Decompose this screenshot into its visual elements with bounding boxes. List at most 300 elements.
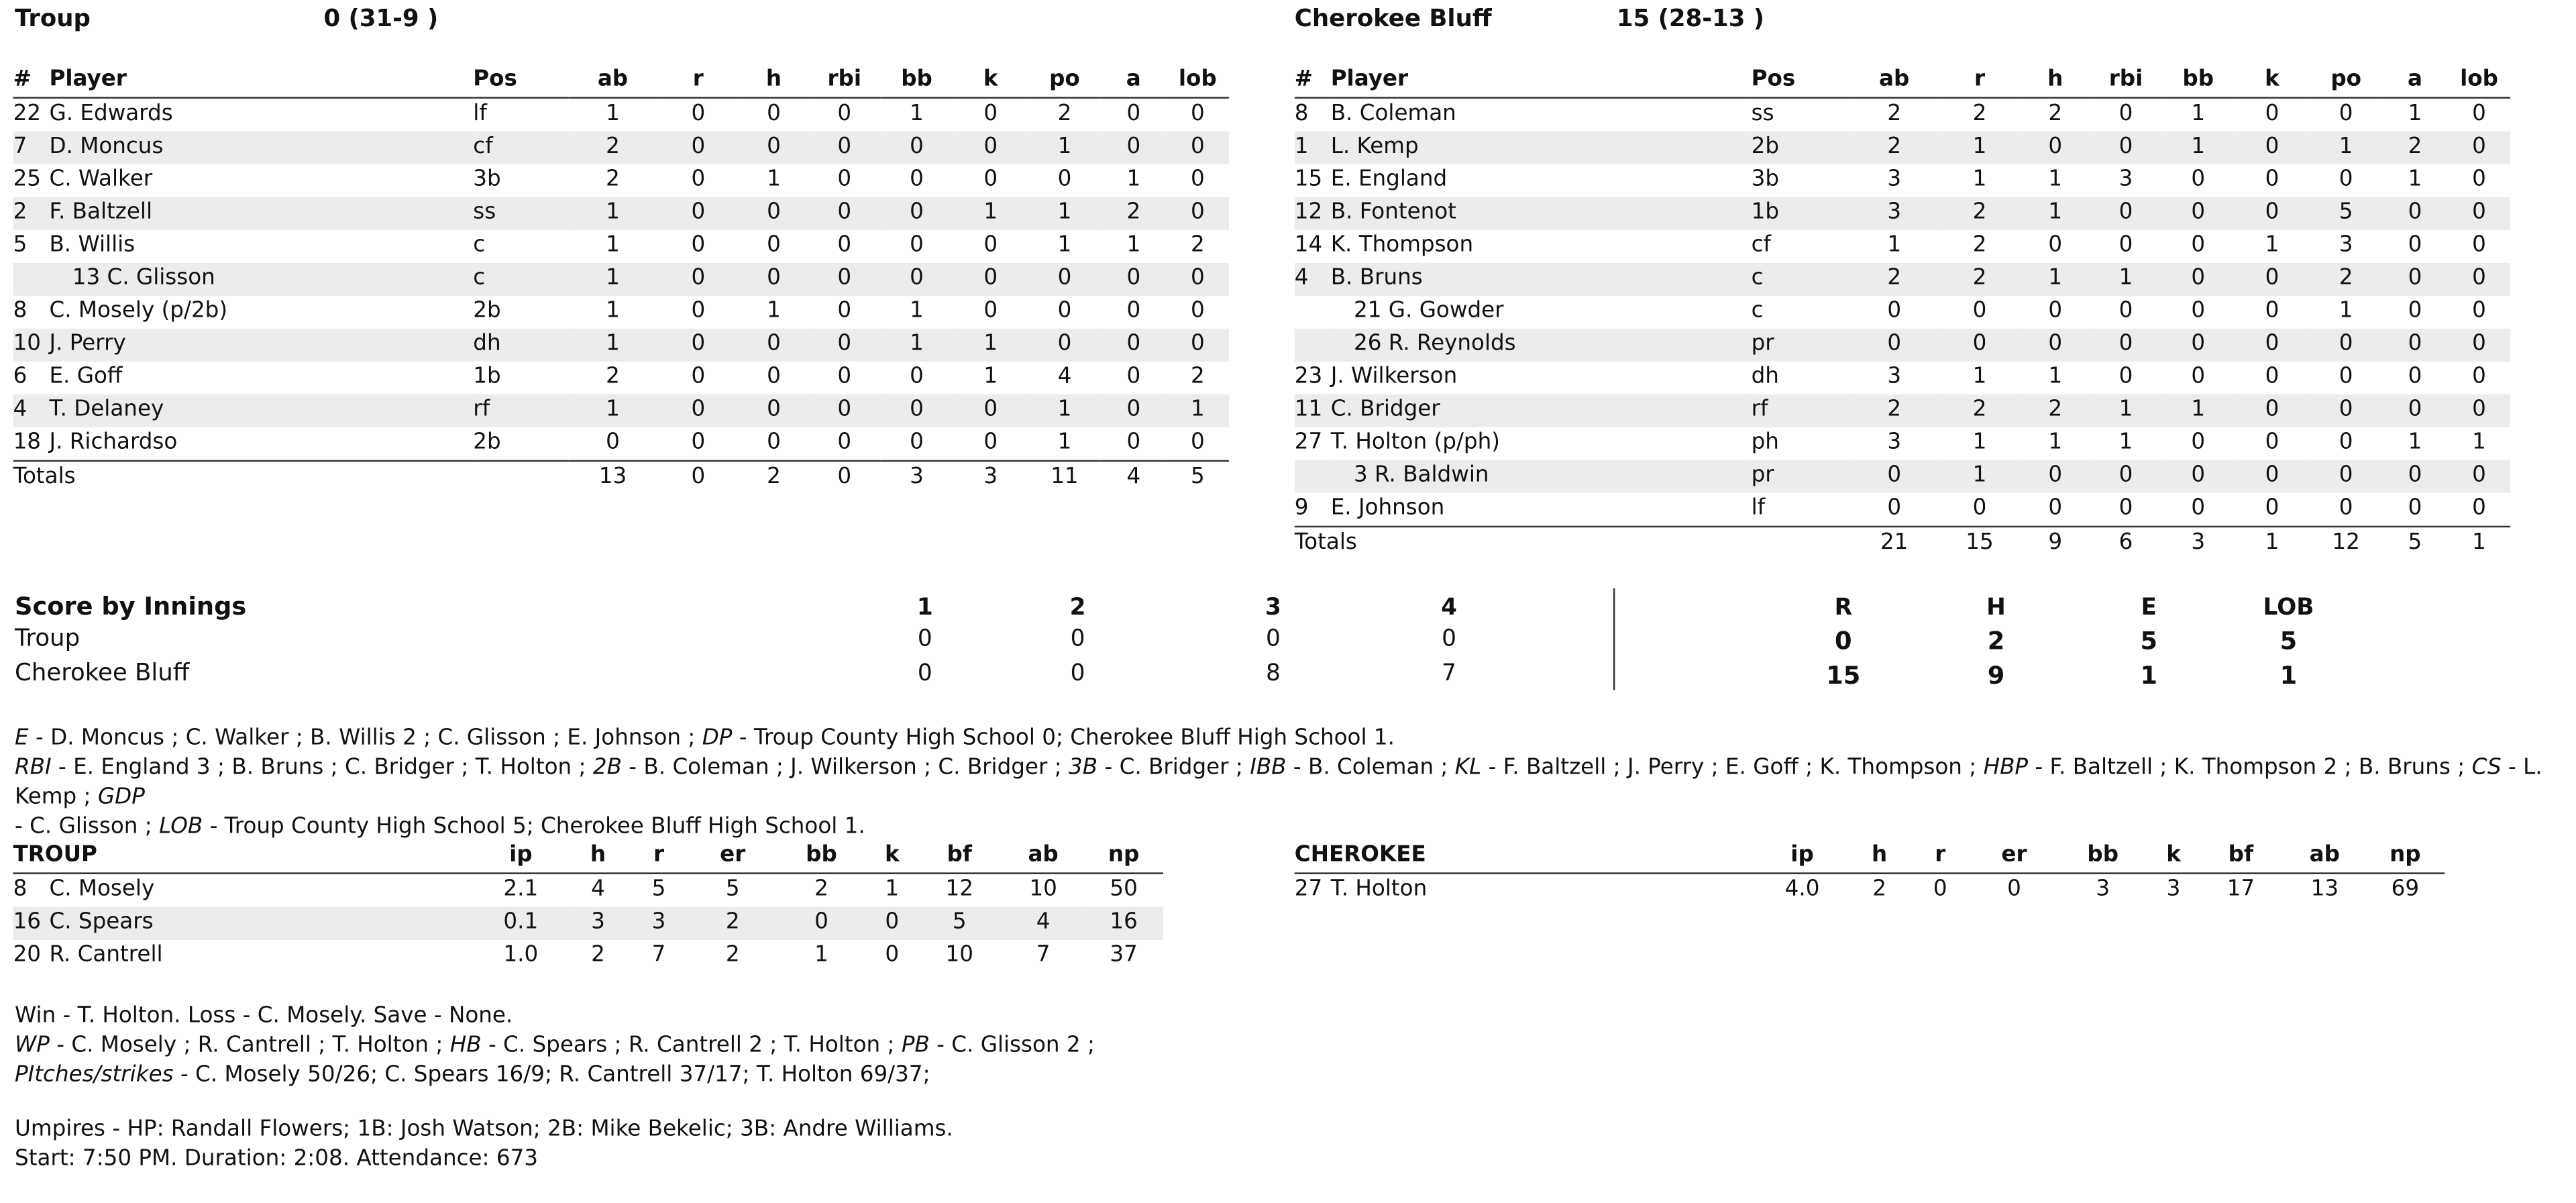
lob: 0: [1190, 331, 1205, 357]
r: 0: [691, 331, 706, 357]
rbi: 0: [837, 299, 852, 324]
col-header-ab: ab: [597, 67, 629, 93]
jersey-number: 20: [13, 943, 42, 968]
ab: 0: [606, 430, 620, 456]
a: 0: [2408, 364, 2422, 390]
rbi: 0: [2118, 134, 2133, 160]
totals-row: [1295, 527, 2510, 560]
position: c: [1751, 299, 1764, 324]
po: 1: [1057, 233, 1072, 258]
col-header-k: k: [2166, 843, 2181, 868]
ab: 2: [606, 134, 620, 160]
h: 0: [767, 134, 781, 160]
k: 0: [983, 299, 998, 324]
col-header-rbi: rbi: [2108, 67, 2143, 93]
lob: 0: [2472, 233, 2486, 258]
player-row: [1295, 263, 2510, 296]
k: 0: [2265, 430, 2279, 456]
k: 0: [2265, 331, 2279, 357]
r: 2: [1972, 200, 1987, 225]
bb: 2: [814, 877, 828, 902]
col-header-player: Player: [49, 67, 127, 93]
r: 1: [1972, 463, 1987, 488]
bb: 1: [910, 299, 924, 324]
ab: 2: [1887, 101, 1902, 127]
col-header-k: k: [983, 67, 998, 93]
col-header-po: po: [2330, 67, 2362, 93]
lob: 0: [2472, 364, 2486, 390]
summary-value: 5: [2279, 626, 2298, 656]
position: cf: [1751, 233, 1772, 258]
position: rf: [1751, 397, 1768, 423]
h: 4: [591, 877, 605, 902]
k: 1: [2265, 233, 2279, 258]
a: 0: [1126, 101, 1141, 127]
ab: 3: [1887, 167, 1902, 193]
total-rbi: 0: [837, 465, 852, 490]
col-header-h: h: [765, 67, 782, 93]
a: 0: [1126, 299, 1141, 324]
player-row: [13, 98, 1229, 132]
total-h: 2: [767, 465, 781, 490]
k: 0: [2265, 463, 2279, 488]
ab: 13: [2310, 877, 2339, 902]
bb: 0: [2191, 364, 2206, 390]
score-by-innings-title: Score by Innings: [15, 591, 247, 621]
jersey-number: 16: [13, 910, 42, 935]
r: 3: [651, 910, 666, 935]
bb: 3: [2096, 877, 2110, 902]
a: 0: [2408, 463, 2422, 488]
notes-line-3: - C. Glisson ; LOB - Troup County High School 5; Cherokee Bluff High School 1.: [15, 815, 865, 840]
k: 0: [983, 266, 998, 291]
player-row: [13, 132, 1229, 164]
jersey-number: 1: [1294, 134, 1309, 160]
game-info: [15, 1116, 1986, 1175]
pitcher-row: [13, 940, 1163, 973]
r: 1: [1972, 430, 1987, 456]
r: 0: [1972, 299, 1987, 324]
rbi: 0: [837, 397, 852, 423]
a: 1: [2408, 167, 2422, 193]
lob: 0: [1190, 200, 1205, 225]
r: 0: [691, 233, 706, 258]
total-bb: 3: [2191, 531, 2206, 556]
total-po: 12: [2332, 531, 2360, 556]
col-header-ab: ab: [1028, 843, 1059, 868]
lob: 1: [1190, 397, 1205, 423]
r: 0: [691, 299, 706, 324]
h: 0: [2048, 331, 2063, 357]
np: 16: [1110, 910, 1138, 935]
col-header-a: a: [2408, 67, 2423, 93]
ab: 10: [1029, 877, 1057, 902]
inning-header-4: 4: [1441, 594, 1457, 621]
a: 0: [1126, 364, 1141, 390]
total-a: 5: [2408, 531, 2422, 556]
k: 1: [983, 364, 998, 390]
innings-team-name: Troup: [15, 626, 80, 653]
jersey-number: 8: [13, 877, 28, 902]
k: 0: [2265, 101, 2279, 127]
position: lf: [473, 101, 487, 127]
h: 0: [2048, 496, 2063, 521]
innings-header-row: [0, 592, 2576, 625]
a: 1: [2408, 430, 2422, 456]
jersey-number: [1295, 329, 1331, 362]
a: 1: [2408, 101, 2422, 127]
er: 2: [725, 943, 740, 968]
lob: 1: [2472, 430, 2486, 456]
k: 3: [2166, 877, 2181, 902]
r: 0: [691, 266, 706, 291]
ip: 1.0: [503, 943, 539, 968]
cherokee-batting-table: [1295, 64, 2510, 561]
ab: 1: [606, 101, 620, 127]
player-name: 21 G. Gowder: [1353, 299, 1504, 324]
player-row: [1295, 427, 2510, 460]
rbi: 0: [2118, 200, 2133, 225]
umpires-line: Umpires - HP: Randall Flowers; 1B: Josh Watson; 2B: Mike Bekelic; 3B: Andre Williams.: [15, 1117, 953, 1143]
inning-score: 0: [1266, 626, 1281, 653]
rbi: 0: [837, 233, 852, 258]
position: 3b: [473, 167, 501, 193]
r: 0: [1972, 331, 1987, 357]
position: 2b: [473, 430, 501, 456]
po: 1: [1057, 134, 1072, 160]
summary-value: 5: [2140, 626, 2158, 656]
r: 0: [1933, 877, 1947, 902]
rbi: 0: [2118, 233, 2133, 258]
k: 0: [2265, 299, 2279, 324]
po: 0: [1057, 167, 1072, 193]
r: 0: [691, 167, 706, 193]
po: 0: [2339, 364, 2353, 390]
summary-header-r: R: [1834, 594, 1852, 621]
h: 0: [767, 266, 781, 291]
ab: 1: [606, 299, 620, 324]
player-row: [1295, 493, 2510, 527]
jersey-number: 9: [1294, 496, 1309, 521]
total-k: 3: [983, 465, 998, 490]
bb: 0: [910, 200, 924, 225]
bb: 0: [910, 233, 924, 258]
a: 0: [2408, 331, 2422, 357]
summary-value: 15: [1826, 660, 1861, 690]
total-bb: 3: [910, 465, 924, 490]
summary-value: 0: [1834, 626, 1852, 656]
position: 2b: [1751, 134, 1780, 160]
ab: 3: [1887, 200, 1902, 225]
h: 0: [767, 430, 781, 456]
k: 0: [2265, 200, 2279, 225]
po: 0: [1057, 331, 1072, 357]
jersey-number: 23: [1294, 364, 1323, 390]
lob: 0: [2472, 496, 2486, 521]
lob: 0: [2472, 167, 2486, 193]
k: 1: [983, 200, 998, 225]
jersey-number: 25: [13, 167, 42, 193]
k: 0: [983, 397, 998, 423]
rbi: 0: [2118, 331, 2133, 357]
ip: 2.1: [503, 877, 539, 902]
player-name: J. Wilkerson: [1330, 364, 1458, 390]
bb: 1: [814, 943, 828, 968]
troup-team-name: Troup: [15, 6, 91, 33]
a: 2: [1126, 200, 1141, 225]
rbi: 0: [837, 364, 852, 390]
position: 2b: [473, 299, 501, 324]
summary-header-e: E: [2141, 594, 2157, 621]
wp-hb-pb-line: WP - C. Mosely ; R. Cantrell ; T. Holton ; HB - C. Spears ; R. Cantrell 2 ; T. Holton ; PB - C. Glisson 2 ;: [15, 1033, 1095, 1059]
rbi: 0: [837, 430, 852, 456]
player-row: [13, 263, 1229, 296]
player-row: [1295, 132, 2510, 164]
inning-score: 8: [1266, 660, 1281, 687]
inning-header-3: 3: [1265, 594, 1281, 621]
inning-score: 0: [1070, 660, 1085, 687]
total-ab: 21: [1880, 531, 1909, 556]
r: 1: [1972, 364, 1987, 390]
rbi: 0: [2118, 364, 2133, 390]
player-name: C. Walker: [49, 167, 153, 193]
a: 0: [1126, 134, 1141, 160]
a: 0: [2408, 299, 2422, 324]
bf: 12: [945, 877, 973, 902]
rbi: 0: [837, 331, 852, 357]
total-lob: 1: [2472, 531, 2486, 556]
lob: 0: [2472, 134, 2486, 160]
col-header-ab: ab: [2309, 843, 2340, 868]
player-name: 13 C. Glisson: [72, 266, 215, 291]
po: 1: [2339, 134, 2353, 160]
po: 0: [2339, 167, 2353, 193]
summary-value: 2: [1987, 626, 2005, 656]
pitcher-name: R. Cantrell: [49, 943, 163, 968]
k: 0: [2265, 266, 2279, 291]
col-header-r: r: [653, 843, 665, 868]
ab: 1: [606, 233, 620, 258]
total-lob: 5: [1190, 465, 1205, 490]
a: 0: [2408, 496, 2422, 521]
col-header-r: r: [1974, 67, 1986, 93]
lob: 0: [2472, 200, 2486, 225]
player-name: J. Richardso: [49, 430, 178, 456]
po: 0: [2339, 496, 2353, 521]
rbi: 1: [2118, 266, 2133, 291]
k: 0: [2265, 167, 2279, 193]
ab: 2: [1887, 266, 1902, 291]
cherokee-pitching-table: [1295, 839, 2445, 906]
h: 0: [2048, 134, 2063, 160]
summary-value: 1: [2140, 660, 2158, 690]
troup-batting-header-row: [13, 64, 1229, 98]
start-duration-attendance: Start: 7:50 PM. Duration: 2:08. Attendance: 673: [15, 1147, 539, 1172]
player-name: K. Thompson: [1330, 233, 1474, 258]
player-row: [13, 164, 1229, 197]
col-header-r: r: [692, 67, 704, 93]
position: dh: [473, 331, 501, 357]
inning-score: 0: [1442, 626, 1456, 653]
lob: 0: [2472, 266, 2486, 291]
po: 1: [1057, 430, 1072, 456]
r: 7: [651, 943, 666, 968]
lob: 0: [1190, 101, 1205, 127]
h: 2: [1872, 877, 1887, 902]
h: 2: [591, 943, 605, 968]
jersey-number: 8: [13, 299, 28, 324]
total-h: 9: [2048, 531, 2063, 556]
ab: 2: [1887, 134, 1902, 160]
pitches-strikes-line: PItches/strikes - C. Mosely 50/26; C. Spears 16/9; R. Cantrell 37/17; T. Holton 69/37;: [15, 1063, 930, 1088]
totals-label: Totals: [1294, 531, 1357, 556]
col-header-lob: lob: [2460, 67, 2498, 93]
h: 0: [767, 233, 781, 258]
k: 0: [983, 134, 998, 160]
cherokee-team-name: Cherokee Bluff: [1294, 6, 1492, 33]
bb: 0: [910, 430, 924, 456]
notes-line-2: RBI - E. England 3 ; B. Bruns ; C. Bridger ; T. Holton ; 2B - B. Coleman ; J. Wilkerson ; C. Bridger ; 3B - C. Bridger ; IBB - B. Coleman ; KL - F. Baltzell ; J. Perry ; E. Goff ; K. Thompson ; HBP - F. Baltzell ; K. Thompson 2 ; B. Bruns ; CS - L. Kemp ; GDP: [15, 755, 2542, 810]
player-name: E. Goff: [49, 364, 123, 390]
player-name: C. Mosely (p/2b): [49, 299, 228, 324]
ab: 0: [1887, 299, 1902, 324]
po: 3: [2339, 233, 2353, 258]
position: c: [473, 266, 486, 291]
summary-value: 1: [2279, 660, 2298, 690]
col-header-bb: bb: [2087, 843, 2119, 868]
lob: 0: [1190, 266, 1205, 291]
ab: 1: [1887, 233, 1902, 258]
position: ss: [473, 200, 496, 225]
r: 1: [1972, 134, 1987, 160]
player-row: [13, 427, 1229, 461]
col-header-ip: ip: [509, 843, 533, 868]
bb: 0: [2191, 331, 2206, 357]
bb: 0: [910, 167, 924, 193]
pitcher-name: C. Mosely: [49, 877, 155, 902]
player-row: [13, 362, 1229, 395]
inning-header-1: 1: [916, 594, 933, 621]
k: 0: [983, 101, 998, 127]
er: 0: [2007, 877, 2021, 902]
rbi: 3: [2118, 167, 2133, 193]
jersey-number: 18: [13, 430, 42, 456]
col-header-er: er: [2001, 843, 2027, 868]
total-ab: 13: [598, 465, 627, 490]
h: 1: [767, 299, 781, 324]
player-name: 3 R. Baldwin: [1353, 463, 1489, 488]
lob: 2: [1190, 233, 1205, 258]
r: 0: [691, 101, 706, 127]
bb: 0: [910, 134, 924, 160]
total-k: 1: [2265, 531, 2279, 556]
jersey-number: 27: [1294, 877, 1323, 902]
r: 0: [1972, 496, 1987, 521]
player-name: J. Perry: [49, 331, 126, 357]
bf: 17: [2226, 877, 2255, 902]
col-header-num: #: [1294, 67, 1313, 93]
k: 0: [2265, 134, 2279, 160]
inning-score: 0: [1070, 626, 1085, 653]
k: 0: [2265, 397, 2279, 423]
jersey-number: [1295, 460, 1331, 493]
ab: 4: [1036, 910, 1051, 935]
col-header-bf: bf: [947, 843, 972, 868]
rbi: 0: [2118, 496, 2133, 521]
col-header-pos: Pos: [473, 67, 517, 93]
ab: 1: [606, 266, 620, 291]
bb: 0: [2191, 496, 2206, 521]
po: 0: [2339, 463, 2353, 488]
player-name: G. Edwards: [49, 101, 173, 127]
col-header-np: np: [1108, 843, 1140, 868]
inning-score: 0: [917, 660, 932, 687]
position: cf: [473, 134, 493, 160]
rbi: 1: [2118, 397, 2133, 423]
r: 2: [1972, 101, 1987, 127]
bf: 5: [952, 910, 967, 935]
h: 1: [2048, 364, 2063, 390]
h: 0: [767, 364, 781, 390]
r: 2: [1972, 397, 1987, 423]
ab: 1: [606, 397, 620, 423]
notes-line-1: E - D. Moncus ; C. Walker ; B. Willis 2 ; C. Glisson ; E. Johnson ; DP - Troup County High School 0; Cherokee Bluff High School 1.: [15, 726, 1395, 751]
position: c: [1751, 266, 1764, 291]
bb: 0: [814, 910, 828, 935]
rbi: 0: [837, 200, 852, 225]
h: 1: [2048, 266, 2063, 291]
troup-batting-table: [13, 64, 1229, 495]
r: 0: [691, 397, 706, 423]
bb: 1: [2191, 134, 2206, 160]
jersey-number: 27: [1294, 430, 1323, 456]
pitcher-row: [1295, 874, 2445, 907]
bb: 0: [910, 266, 924, 291]
bb: 0: [2191, 233, 2206, 258]
k: 0: [2265, 364, 2279, 390]
pitcher-row: [13, 874, 1163, 907]
lob: 0: [1190, 299, 1205, 324]
position: 1b: [1751, 200, 1780, 225]
jersey-number: 4: [1294, 266, 1309, 291]
ab: 1: [606, 331, 620, 357]
po: 1: [1057, 200, 1072, 225]
col-header-bb: bb: [806, 843, 837, 868]
h: 1: [2048, 167, 2063, 193]
h: 2: [2048, 101, 2063, 127]
bb: 1: [910, 101, 924, 127]
position: ss: [1751, 101, 1774, 127]
player-row: [1295, 362, 2510, 395]
summary-header-lob: LOB: [2263, 594, 2314, 621]
h: 1: [767, 167, 781, 193]
player-row: [1295, 164, 2510, 197]
position: 1b: [473, 364, 501, 390]
total-rbi: 6: [2118, 531, 2133, 556]
total-a: 4: [1126, 465, 1141, 490]
r: 2: [1972, 233, 1987, 258]
bb: 0: [2191, 266, 2206, 291]
a: 2: [2408, 134, 2422, 160]
r: 0: [691, 200, 706, 225]
np: 37: [1110, 943, 1138, 968]
player-row: [13, 230, 1229, 263]
a: 0: [2408, 233, 2422, 258]
col-header-bf: bf: [2228, 843, 2254, 868]
troup-pitching-table: [13, 839, 1163, 972]
player-name: B. Coleman: [1330, 101, 1456, 127]
h: 0: [767, 331, 781, 357]
